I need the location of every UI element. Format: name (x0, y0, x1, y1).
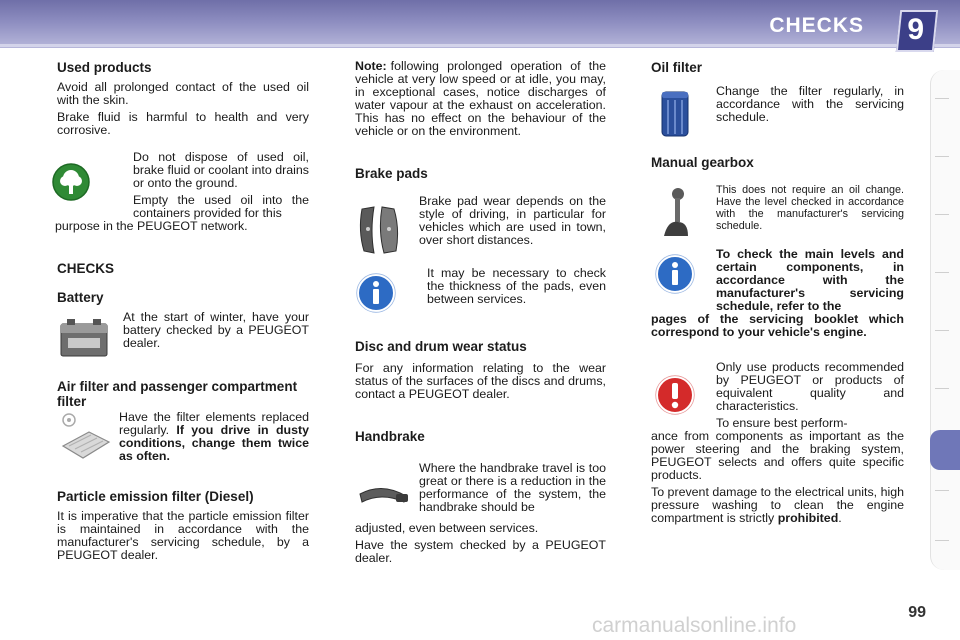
eco-text-2: Empty the used oil into the containers provided for this (133, 193, 309, 220)
used-products-text-1: Avoid all prolonged contact of the used oil with the skin. (57, 80, 309, 107)
disc-drum-text: For any information relating to the wear status of the surfaces of the discs and drums, contact a PEUGEOT dealer. (355, 361, 606, 401)
handbrake-text: Where the handbrake travel is too great or there is a reduction in the performance of the system, the handbrake should be (419, 461, 606, 514)
oil-filter-block (651, 85, 904, 141)
air-filter-text-plain: Have the filter elements replaced regularly. (119, 410, 309, 437)
warning-block (651, 361, 904, 430)
checks-heading: CHECKS (57, 261, 115, 276)
brake-pads-info (355, 267, 606, 317)
info-icon (355, 269, 397, 317)
rail-tick (935, 330, 949, 331)
note-label: Note: (355, 59, 387, 73)
column-right (651, 60, 904, 525)
header-rule (0, 44, 960, 47)
rail-tick (935, 98, 949, 99)
handbrake-text-2: Have the system checked by a PEUGEOT dealer. (355, 538, 606, 565)
page-number: 99 (908, 604, 926, 621)
info-icon (651, 250, 699, 298)
particle-filter-text: It is imperative that the particle emission filter is maintained in accordance with the manufacturer's servicing schedule, by a PEUGEOT dealer. (57, 509, 309, 562)
tree-icon (51, 157, 91, 207)
air-filter-text-bold: If you drive in dusty conditions, change them twice as often. (119, 423, 309, 463)
gear-lever-icon (651, 184, 699, 240)
exclamation-icon (651, 367, 699, 423)
air-filter-block (57, 411, 309, 467)
chapter-number: 9 (907, 13, 924, 46)
warning-text-3-bold: prohibited (777, 511, 839, 525)
chapter-tab-active[interactable] (930, 430, 960, 470)
rail-tick (935, 490, 949, 491)
rail-tick (935, 388, 949, 389)
warning-text-2: To ensure best perform- (716, 416, 848, 430)
warning-text-3-plain: To prevent damage to the electrical units, high pressure washing to clean the engine compartment is strictly (651, 485, 904, 525)
air-filter-text (119, 411, 309, 463)
brake-pads-info-text: It may be necessary to check the thickness of the pads, even between services. (427, 266, 606, 306)
manual-gearbox-heading: Manual gearbox (651, 155, 754, 170)
warning-text-3-end: . (838, 511, 842, 525)
handbrake-block (355, 462, 606, 522)
brake-pads-icon (355, 199, 405, 259)
battery-heading: Battery (57, 290, 104, 305)
eco-text-2-rest: purpose in the PEUGEOT network. (55, 219, 248, 233)
note-paragraph (355, 60, 606, 138)
brake-pads-heading: Brake pads (355, 166, 428, 181)
used-products-text-2: Brake fluid is harmful to health and very corrosive. (57, 110, 309, 137)
gearbox-block (651, 184, 904, 240)
warning-text-1: Only use products recommended by PEUGEOT or products of equivalent quality and characteristics. (716, 360, 904, 413)
brake-pads-block (355, 195, 606, 259)
brake-pads-text: Brake pad wear depends on the style of driving, in particular for vehicles which are used in town, over short distances. (419, 194, 606, 247)
warning-text-2-rest: ance from components as important as the power steering and the braking system, PEUGEOT selects and offers quite specific products. (651, 429, 904, 482)
gearbox-info-text: To check the main levels and certain components, in accordance with the manufacturer's servicing schedule, refer to the (716, 247, 904, 313)
oil-filter-heading: Oil filter (651, 60, 703, 75)
warning-text-3 (651, 486, 904, 525)
air-filter-icon (57, 411, 113, 467)
rail-tick (935, 156, 949, 157)
eco-text-1: Do not dispose of used oil, brake fluid or coolant into drains or onto the ground. (133, 150, 309, 190)
gearbox-info-text-rest: pages of the servicing booklet which correspond to your vehicle's engine. (651, 312, 904, 339)
battery-text: At the start of winter, have your battery checked by a PEUGEOT dealer. (123, 310, 309, 350)
handbrake-icon (355, 462, 411, 522)
gearbox-text: This does not require an oil change. Have the level checked in accordance with the manufacturer's servicing schedule. (716, 184, 904, 232)
rail-tick (935, 540, 949, 541)
used-products-heading: Used products (57, 60, 152, 75)
handbrake-heading: Handbrake (355, 429, 425, 444)
oil-filter-icon (651, 85, 699, 141)
column-left (57, 60, 309, 562)
particle-filter-heading: Particle emission filter (Diesel) (57, 489, 254, 504)
gearbox-info (651, 248, 904, 313)
eco-notice (51, 151, 309, 220)
chapter-title: CHECKS (769, 14, 864, 37)
oil-filter-text: Change the filter regularly, in accordance with the servicing schedule. (716, 84, 904, 124)
note-text: following prolonged operation of the vehicle at very low speed or at idle, you may, in exceptional cases, notice discharges of water vapour at the exhaust on acceleration. This has no effect on the behaviour of the vehicle or on the environment. (355, 59, 606, 138)
battery-block (57, 311, 309, 361)
chapter-tab-rail (930, 70, 960, 570)
handbrake-text-rest: adjusted, even between services. (355, 521, 539, 535)
rail-tick (935, 272, 949, 273)
watermark-text: carmanualsonline.info (592, 614, 797, 637)
disc-drum-heading: Disc and drum wear status (355, 339, 527, 354)
air-filter-heading: Air filter and passenger compartment filter (57, 379, 298, 409)
column-middle (355, 60, 606, 565)
battery-icon (57, 313, 111, 361)
rail-tick (935, 214, 949, 215)
